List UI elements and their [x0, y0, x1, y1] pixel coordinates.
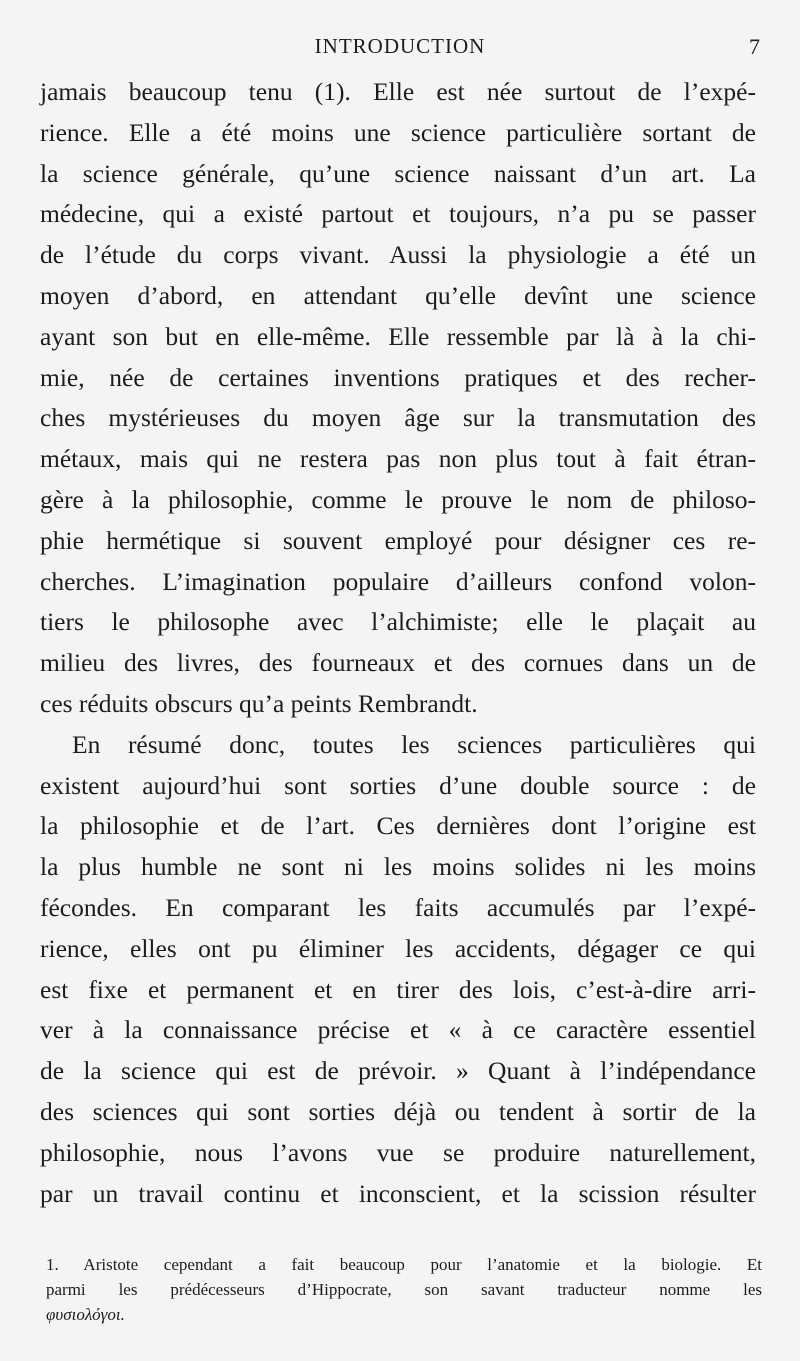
text-line: jamais beaucoup tenu (1). Elle est née surtout de l’expé-	[40, 77, 756, 106]
running-title: INTRODUCTION	[314, 34, 486, 58]
footnote-line: parmi les prédécesseurs d’Hippocrate, son savant traducteur nomme les	[46, 1280, 762, 1299]
text-line: de l’étude du corps vivant. Aussi la physiologie a été un	[40, 240, 756, 270]
text-line: métaux, mais qui ne restera pas non plus tout à fait étran-	[40, 444, 756, 474]
text-line: ayant son but en elle-même. Elle ressemble par là à la chi-	[40, 321, 756, 351]
text-line: ches mystérieuses du moyen âge sur la transmutation des	[40, 403, 756, 433]
text-line: phie hermétique si souvent employé pour désigner ces re-	[40, 525, 756, 555]
text-line: philosophie, nous l’avons vue se produire naturellement,	[40, 1137, 756, 1167]
text-line: fécondes. En comparant les faits accumulés par l’expé-	[40, 892, 756, 922]
text-line: rience, elles ont pu éliminer les accidents, dégager ce qui	[40, 933, 756, 963]
footnote-greek-word: φυσιολόγοι.	[46, 1305, 125, 1324]
text-line: tiers le philosophe avec l’alchimiste; elle le plaçait au	[40, 607, 756, 637]
text-line: milieu des livres, des fourneaux et des cornues dans un de	[40, 648, 756, 678]
text-line: mie, née de certaines inventions pratiques et des recher-	[40, 362, 756, 392]
text-line: la philosophie et de l’art. Ces dernières dont l’origine est	[40, 811, 756, 841]
text-line: la plus humble ne sont ni les moins solides ni les moins	[40, 852, 756, 882]
text-line: moyen d’abord, en attendant qu’elle devînt une science	[40, 280, 756, 310]
paragraph-end-line: ces réduits obscurs qu’a peints Rembrandt.	[40, 688, 478, 718]
text-line: de la science qui est de prévoir. » Quant à l’indépendance	[40, 1056, 756, 1086]
text-line: est fixe et permanent et en tirer des lois, c’est-à-dire arri-	[40, 974, 756, 1004]
running-head	[40, 34, 760, 64]
footnote-line: 1. Aristote cependant a fait beaucoup pour l’anatomie et la biologie. Et	[46, 1255, 762, 1274]
text-line: existent aujourd’hui sont sorties d’une double source : de	[40, 770, 756, 800]
text-line: rience. Elle a été moins une science particulière sortant de	[40, 117, 756, 147]
text-line: médecine, qui a existé partout et toujours, n’a pu se passer	[40, 199, 756, 229]
page-number: 7	[749, 34, 760, 59]
text-line: la science générale, qu’une science naissant d’un art. La	[40, 158, 756, 188]
footnote	[46, 1252, 762, 1327]
text-line: par un travail continu et inconscient, et la scission résulter	[40, 1178, 756, 1208]
paragraph-start-line: En résumé donc, toutes les sciences particulières qui	[72, 729, 756, 759]
body-text	[40, 72, 756, 1214]
text-line: ver à la connaissance précise et « à ce caractère essentiel	[40, 1015, 756, 1045]
text-line: gère à la philosophie, comme le prouve le nom de philoso-	[40, 484, 756, 514]
text-line: des sciences qui sont sorties déjà ou tendent à sortir de la	[40, 1096, 756, 1126]
text-line: cherches. L’imagination populaire d’ailleurs confond volon-	[40, 566, 756, 596]
